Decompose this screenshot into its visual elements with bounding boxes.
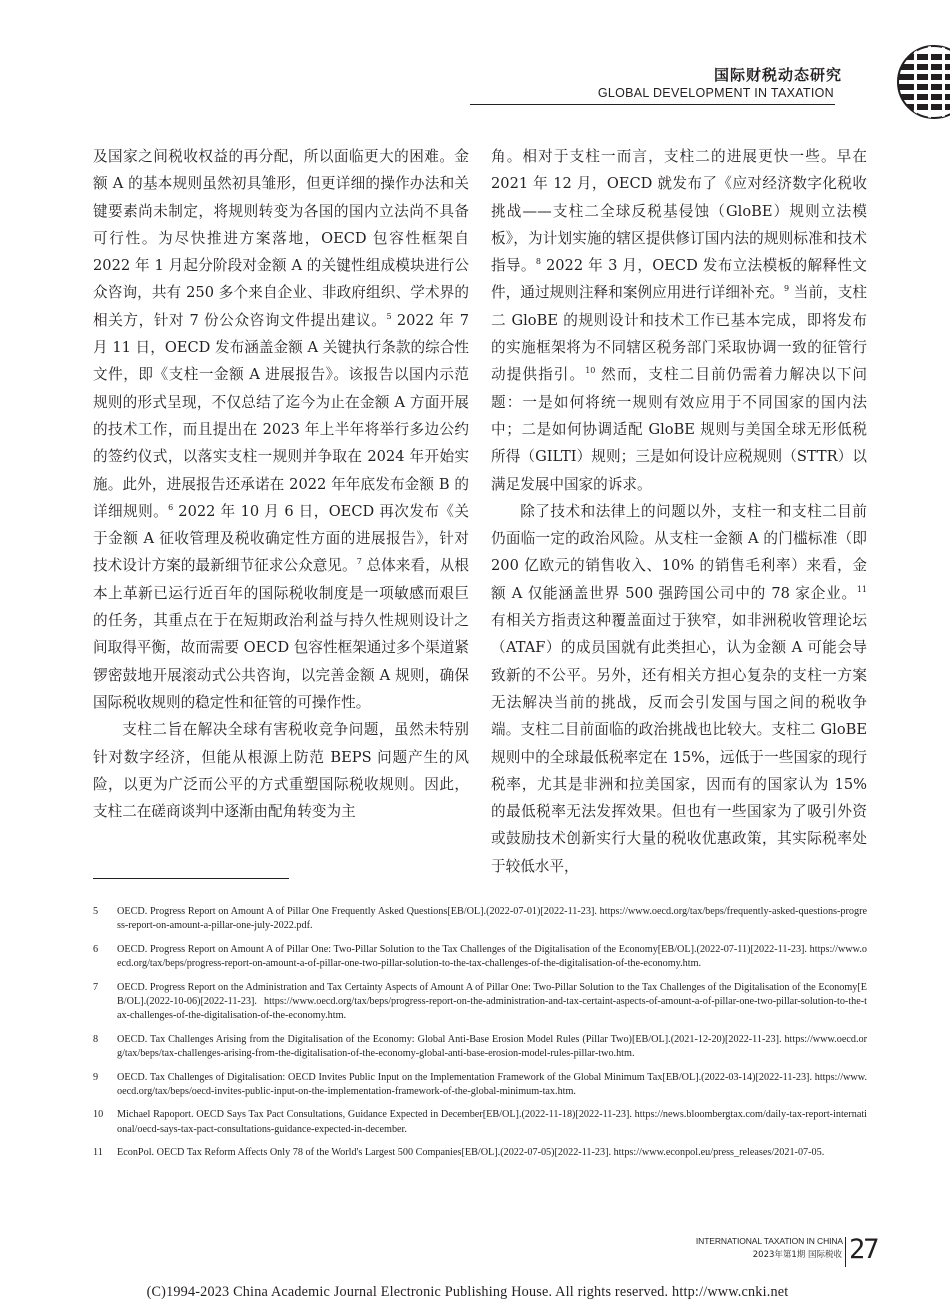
paragraph xyxy=(491,498,867,880)
footnote-ref-5[interactable]: 5 xyxy=(386,311,392,321)
footnote-item xyxy=(93,905,867,934)
footnote-number: 5 xyxy=(93,906,99,917)
footnote-separator xyxy=(93,878,289,879)
page-number: 27 xyxy=(849,1234,878,1265)
paragraph: 支柱二旨在解决全球有害税收竞争问题，虽然未特别针对数字经济，但能从根源上防范 BEPS 问题产生的风险，以更为广泛而公平的方式重塑国际税收规则。因此，支柱二在磋商谈判中逐渐由配角转变为主 xyxy=(93,721,469,821)
footnote-item xyxy=(93,1146,867,1160)
footnote-item xyxy=(93,1071,867,1100)
right-column xyxy=(491,143,867,880)
footnote-text: OECD. Progress Report on the Administration and Tax Certainty Aspects of Amount A of Pillar One: Two-Pillar Solution to the Tax Challenges of the Digitalisation of the Economy[EB/OL].(2022-10-06)[2022-11-23]. https://www.oecd.org/tax/beps/progress-report-on-the-administration-and-tax-certaint-aspects-of-amount-a-of-pillar-one-two-pillar-solution-to-the-tax-challenges-of-the-digitalisation-of-the-economy.htm. xyxy=(117,981,867,1022)
journal-section-title-cn: 国际财税动态研究 xyxy=(713,66,842,84)
footnote-number: 7 xyxy=(93,981,99,993)
left-column xyxy=(93,143,469,825)
footnotes xyxy=(93,905,867,1170)
footnote-text: OECD. Tax Challenges Arising from the Digitalisation of the Economy: Global Anti-Base Erosion Model Rules (Pillar Two)[EB/OL].(2021-12-20)[2022-11-23]. https://www.oecd.org/tax/beps/tax-challenges-arising-from-the-digitalisation-of-the-economy-global-anti-base-erosion-model-rules-pillar-two.htm. xyxy=(117,1033,867,1060)
paragraph-text: 有相关方指责这种覆盖面过于狭窄，如非洲税收管理论坛（ATAF）的成员国就有此类担心，认为金额 A 可能会导致新的不公平。另外，还有相关方担心复杂的支柱一方案无法解决当前的挑战，反而会引发国与国之间的税收争端。支柱二目前面临的政治挑战也比较大。支柱二 GloBE 规则中的全球最低税率定在 15%，远低于一些国家的现行税率，尤其是非洲和拉美国家，因而有的国家认为 15% 的最低税率无法发挥效果。但也有一些国家为了吸引外资或鼓励技术创新实行大量的税收优惠政策，其实际税率处于较低水平， xyxy=(491,612,867,875)
footnote-text: Michael Rapoport. OECD Says Tax Pact Consultations, Guidance Expected in December[EB/OL].(2022-11-18)[2022-11-23]. https://news.bloombergtax.com/daily-tax-report-international/oecd-says-tax-pact-consultations-guidance-expected-in-december. xyxy=(117,1109,867,1135)
footnote-item xyxy=(93,1033,867,1062)
header-divider xyxy=(470,104,835,105)
footnote-number: 11 xyxy=(93,1147,103,1159)
footnote-number: 9 xyxy=(93,1071,99,1083)
footnote-text: OECD. Progress Report on Amount A of Pillar One Frequently Asked Questions[EB/OL].(2022-07-01)[2022-11-23]. https://www.oecd.org/tax/beps/frequently-asked-questions-progress-report-on-amount-a-pillar-one-july-2022.pdf. xyxy=(117,906,867,932)
footnote-text: OECD. Tax Challenges of Digitalisation: OECD Invites Public Input on the Implementation Framework of the Global Minimum Tax[EB/OL].(2022-03-14)[2022-11-23]. https://www.oecd.org/tax/beps/oecd-invites-public-input-on-the-implementation-framework-of-the-global-minimum-tax.htm. xyxy=(117,1071,867,1098)
copyright-notice: (C)1994-2023 China Academic Journal Electronic Publishing House. All rights reserved. http://www.cnki.net xyxy=(146,1284,789,1300)
paragraph-text: 总体来看，从根本上革新已运行近百年的国际税收制度是一项敏感而艰巨的任务，其重点在于在短期政治利益与持久性规则设计之间取得平衡，故而需要 OECD 包容性框架通过多个渠道紧锣密鼓地开展滚动式公共咨询，以完善金额 A 规则，确保国际税收规则的稳定性和征管的可操作性。 xyxy=(93,557,469,711)
globe-icon xyxy=(870,42,950,122)
footnote-item xyxy=(93,1108,867,1137)
footnote-ref-9[interactable]: 9 xyxy=(784,284,790,294)
footnote-text: OECD. Progress Report on Amount A of Pillar One: Two-Pillar Solution to the Tax Challenges of the Digitalisation of the Economy[EB/OL].(2022-07-11)[2022-11-23]. https://www.oecd.org/tax/beps/progress-report-on-amount-a-of-pillar-one-two-pillar-solution-to-the-tax-challenges-of-the-digitalisation-of-the-economy.htm. xyxy=(117,943,867,970)
paragraph-text: 然而，支柱二目前仍需着力解决以下问题：一是如何将统一规则有效应用于不同国家的国内法中；二是如何协调适配 GloBE 规则与美国全球无形低税所得（GILTI）规则；三是如何设计应税规则（STTR）以满足发展中国家的诉求。 xyxy=(491,366,867,493)
footnote-ref-11[interactable]: 11 xyxy=(856,584,867,594)
footnote-ref-10[interactable]: 10 xyxy=(585,366,596,376)
paragraph-text: 角。相对于支柱一而言，支柱二的进展更快一些。早在 2021 年 12 月，OECD 就发布了《应对经济数字化税收挑战——支柱二全球反税基侵蚀（GloBE）规则立法模板》，为计划实施的辖区提供修订国内法的规则标准和技术指导。 xyxy=(491,148,867,275)
journal-section-title-en: GLOBAL DEVELOPMENT IN TAXATION xyxy=(597,86,834,100)
page-number-divider xyxy=(845,1237,846,1267)
footnote-ref-8[interactable]: 8 xyxy=(535,257,541,267)
journal-name-en: INTERNATIONAL TAXATION IN CHINA xyxy=(695,1236,843,1246)
footnote-item xyxy=(93,943,867,972)
paragraph-text: 2022 年 10 月 6 日，OECD 再次发布《关于金额 A 征收管理及税收确定性方面的进展报告》，针对技术设计方案的最新细节征求公众意见。 xyxy=(93,502,469,575)
paragraph-text: 除了技术和法律上的问题以外，支柱一和支柱二目前仍面临一定的政治风险。从支柱一金额 A 的门槛标准（即 200 亿欧元的销售收入、10% 的销售毛利率）来看，金额 A 仅能涵盖世界 500 强跨国公司中的 78 家企业。 xyxy=(491,502,867,602)
footnote-number: 6 xyxy=(93,943,99,955)
paragraph xyxy=(93,143,469,716)
footnote-number: 8 xyxy=(93,1033,99,1045)
footnote-number: 10 xyxy=(93,1109,104,1121)
footnote-text: EconPol. OECD Tax Reform Affects Only 78 of the World's Largest 500 Companies[EB/OL].(2022-07-05)[2022-11-23]. https://www.econpol.eu/press_releases/2021-07-05. xyxy=(117,1147,825,1159)
footnote-ref-6[interactable]: 6 xyxy=(168,503,174,512)
footnote-item xyxy=(93,981,867,1024)
paragraph xyxy=(491,143,867,498)
paragraph-text: 及国家之间税收权益的再分配，所以面临更大的困难。金额 A 的基本规则虽然初具雏形，但更详细的操作办法和关键要素尚未制定，将规则转变为各国的国内立法尚不具备可行性。为尽快推进方案落地，OECD 包容性框架自 2022 年 1 月起分阶段对金额 A 的关键性组成模块进行公众咨询，共有 250 多个来自企业、非政府组织、学术界的相关方，针对 7 份公众咨询文件提出建议。 xyxy=(93,148,469,329)
paragraph-text: 2022 年 7 月 11 日，OECD 发布涵盖金额 A 关键执行条款的综合性文件，即《支柱一金额 A 进展报告》。该报告以国内示范规则的形式呈现，不仅总结了迄今为止在金额 A 方面开展的技术工作，而且提出在 2023 年上半年将举行多边公约的签约仪式，以落实支柱一规则并争取在 2024 年开始实施。此外，进展报告还承诺在 2022 年年底发布金额 B 的详细规则。 xyxy=(93,311,469,520)
footnote-ref-7[interactable]: 7 xyxy=(356,557,362,567)
paragraph-text: 2022 年 3 月，OECD 发布立法模板的解释性文件，通过规则注释和案例应用进行详细补充。 xyxy=(491,257,867,302)
paragraph-text: 当前，支柱二 GloBE 的规则设计和技术工作已基本完成，即将发布的实施框架将为不同辖区税务部门采取协调一致的征管行动提供指引。 xyxy=(491,284,867,384)
journal-issue-cn: 2023年第1期 国际税收 xyxy=(752,1250,842,1260)
